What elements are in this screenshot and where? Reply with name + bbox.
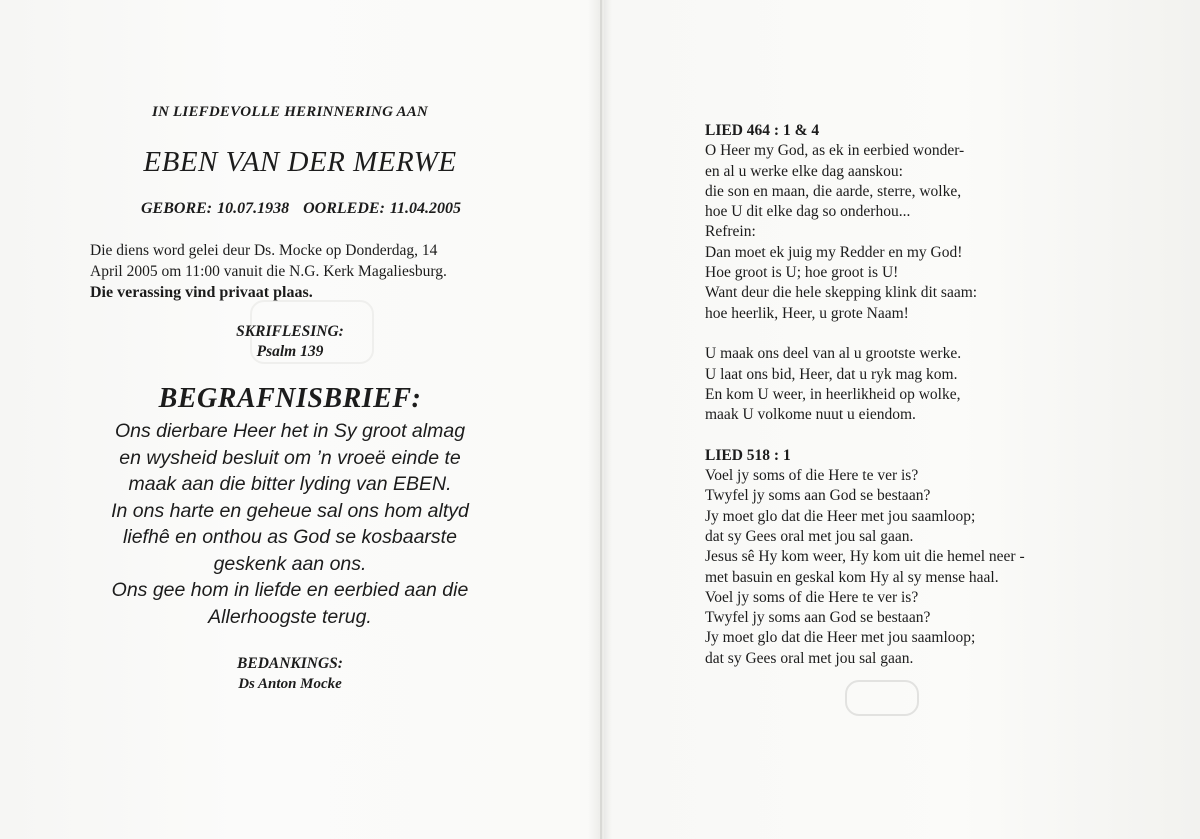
hymn-line: Jy moet glo dat die Heer met jou saamloop; [705, 507, 976, 525]
deceased-name: EBEN VAN DER MERWE [143, 146, 457, 178]
bleed-through-logo [845, 680, 919, 716]
thanks-section [140, 654, 440, 694]
hymn-line: maak U volkome nuut u eiendom. [705, 406, 916, 424]
hymn-line: Voel jy soms of die Here te ver is? [705, 588, 919, 606]
cremation-note: Die verassing vind privaat plaas. [90, 284, 313, 301]
service-line: April 2005 om 11:00 vanuit die N.G. Kerk Magaliesburg. [90, 263, 447, 280]
hymn-line: U laat ons bid, Heer, dat u ryk mag kom. [705, 365, 958, 383]
hymn-line: dat sy Gees oral met jou sal gaan. [705, 649, 914, 667]
thanks-label: BEDANKINGS: [237, 655, 343, 672]
letter-line: geskenk aan ons. [213, 552, 367, 575]
life-dates [116, 200, 486, 218]
memorial-heading: IN LIEFDEVOLLE HERINNERING AAN [152, 104, 428, 120]
service-details [90, 240, 510, 303]
hymn-line: U maak ons deel van al u grootste werke. [705, 345, 962, 363]
hymn-line: Jy moet glo dat die Heer met jou saamloop; [705, 629, 976, 647]
service-line: Die diens word gelei deur Ds. Mocke op Donderdag, 14 [90, 242, 438, 259]
hymn-line: Twyfel jy soms aan God se bestaan? [705, 487, 931, 505]
letter-line: Ons gee hom in liefde en eerbied aan die [111, 579, 469, 601]
hymn-line: Refrein: [705, 223, 756, 241]
letter-line: maak aan die bitter lyding van EBEN. [128, 473, 452, 495]
hymn-line: Twyfel jy soms aan God se bestaan? [705, 609, 931, 627]
hymn-line: Hoe groot is U; hoe groot is U! [705, 264, 899, 282]
letter-title: BEGRAFNISBRIEF: [158, 383, 422, 414]
center-fold [600, 0, 602, 839]
thanks-value: Ds Anton Mocke [238, 676, 342, 692]
hymn-line: die son en maan, die aarde, sterre, wolke, [705, 182, 962, 200]
hymn-line: En kom U weer, in heerlikheid op wolke, [705, 385, 961, 403]
hymn-line: Want deur die hele skepping klink dit saam: [705, 284, 978, 302]
hymn-line: met basuin en geskal kom Hy al sy mense haal. [705, 568, 999, 586]
stanza-gap [705, 324, 1065, 344]
letter-line: In ons harte en geheue sal ons hom altyd [111, 499, 469, 522]
funeral-letter [80, 418, 500, 630]
right-panel [705, 121, 1065, 669]
hymn-line: dat sy Gees oral met jou sal gaan. [705, 527, 914, 545]
hymn-line: en al u werke elke dag aanskou: [705, 162, 903, 180]
hymn-line: hoe U dit elke dag so onderhou... [705, 203, 911, 221]
birth-date: GEBORE: 10.07.1938 [140, 200, 290, 217]
hymn-line: hoe heerlik, Heer, u grote Naam! [705, 304, 909, 322]
hymn-line: Voel jy soms of die Here te ver is? [705, 467, 919, 485]
letter-line: Ons dierbare Heer het in Sy groot almag [114, 420, 466, 442]
stanza-gap [705, 425, 1065, 445]
hymn-518-title: LIED 518 : 1 [705, 446, 791, 464]
hymn-line: Jesus sê Hy kom weer, Hy kom uit die hemel neer - [705, 548, 1025, 566]
center-fold-shadow [603, 0, 604, 839]
hymn-line: Dan moet ek juig my Redder en my God! [705, 243, 963, 261]
hymn-464-title: LIED 464 : 1 & 4 [705, 122, 820, 139]
scripture-value: Psalm 139 [256, 343, 324, 360]
letter-line: liefhê en onthou as God se kosbaarste [123, 526, 457, 548]
letter-line: en wysheid besluit om ’n vroeë einde te [119, 446, 461, 469]
letter-line: Allerhoogste terug. [208, 605, 372, 628]
scripture-section [140, 322, 440, 362]
scripture-label: SKRIFLESING: [236, 323, 344, 340]
hymn-line: O Heer my God, as ek in eerbied wonder- [705, 142, 965, 160]
death-date: OORLEDE: 11.04.2005 [303, 200, 462, 217]
